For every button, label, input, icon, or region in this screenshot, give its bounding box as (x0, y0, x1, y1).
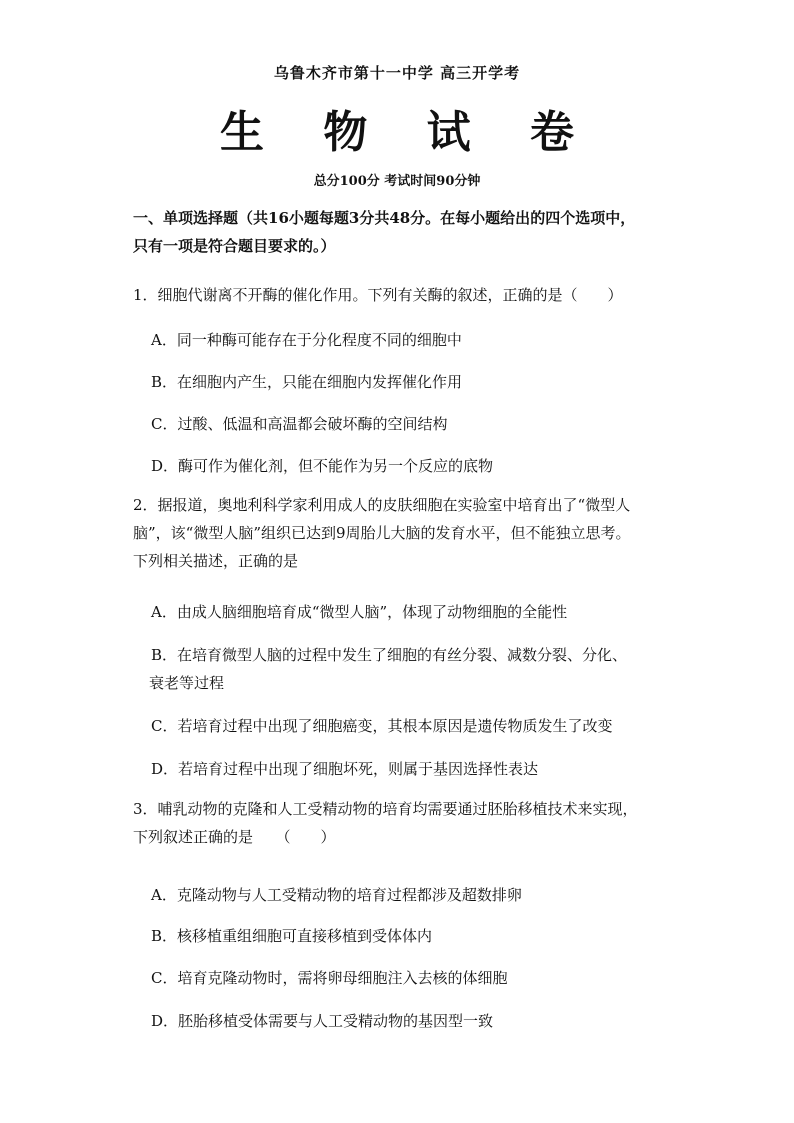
question-2-option-c (151, 712, 678, 740)
question-1-option-d (151, 452, 678, 480)
option-line: A．克隆动物与人工受精动物的培育过程都涉及超数排卵 (151, 886, 522, 904)
question-stem-line: 2．据报道，奥地利科学家利用成人的皮肤细胞在实验室中培育出了“微型人 (133, 496, 631, 514)
question-stem-line: 1．细胞代谢离不开酶的催化作用。下列有关酶的叙述，正确的是（ ） (133, 286, 623, 304)
question-3-option-b (151, 922, 678, 950)
option-line: A．同一种酶可能存在于分化程度不同的细胞中 (151, 331, 462, 349)
option-line: B．在细胞内产生，只能在细胞内发挥催化作用 (151, 373, 463, 391)
school-heading: 乌鲁木齐市第十一中学 高三开学考 (273, 64, 521, 82)
section-heading-line: 只有一项是符合题目要求的。） (133, 237, 336, 255)
question-stem-line: 下列相关描述，正确的是 (133, 552, 299, 570)
option-line: D．胚胎移植受体需要与人工受精动物的基因型一致 (151, 1012, 494, 1030)
option-line: D．酶可作为催化剂，但不能作为另一个反应的底物 (151, 457, 494, 475)
question-2-option-b (151, 641, 678, 697)
question-stem-line: 脑”，该“微型人脑”组织已达到9周胎儿大脑的发育水平，但不能独立思考。 (133, 524, 631, 542)
question-1-option-a (151, 326, 678, 354)
exam-info: 总分100分 考试时间90分钟 (313, 174, 481, 189)
exam-title: 生 物 试 卷 (220, 107, 596, 158)
question-3-option-d (151, 1007, 678, 1035)
question-2-option-d (151, 755, 678, 783)
question-3-stem (133, 795, 678, 851)
question-2-option-a (151, 598, 678, 626)
option-line: D．若培育过程中出现了细胞坏死，则属于基因选择性表达 (151, 760, 539, 778)
question-stem-line: 下列叙述正确的是 （ ） (133, 828, 336, 846)
option-line: C．若培育过程中出现了细胞癌变，其根本原因是遗传物质发生了改变 (151, 717, 613, 735)
section-heading-line: 一、单项选择题（共16小题每题3分共48分。在每小题给出的四个选项中， (133, 209, 636, 227)
question-3-option-a (151, 881, 678, 909)
question-1-option-b (151, 368, 678, 396)
option-line: 衰老等过程 (149, 674, 225, 692)
question-3-option-c (151, 964, 678, 992)
option-line: B．核移植重组细胞可直接移植到受体体内 (151, 927, 433, 945)
option-line: B．在培育微型人脑的过程中发生了细胞的有丝分裂、减数分裂、分化、 (151, 646, 628, 664)
option-line: C．培育克隆动物时，需将卵母细胞注入去核的体细胞 (151, 969, 508, 987)
option-line: A．由成人脑细胞培育成“微型人脑”，体现了动物细胞的全能性 (151, 603, 568, 621)
question-1-option-c (151, 410, 678, 438)
question-stem-line: 3．哺乳动物的克隆和人工受精动物的培育均需要通过胚胎移植技术来实现， (133, 800, 638, 818)
question-1-stem (133, 281, 678, 309)
section-heading (133, 204, 673, 260)
option-line: C．过酸、低温和高温都会破坏酶的空间结构 (151, 415, 448, 433)
question-2-stem (133, 491, 678, 575)
